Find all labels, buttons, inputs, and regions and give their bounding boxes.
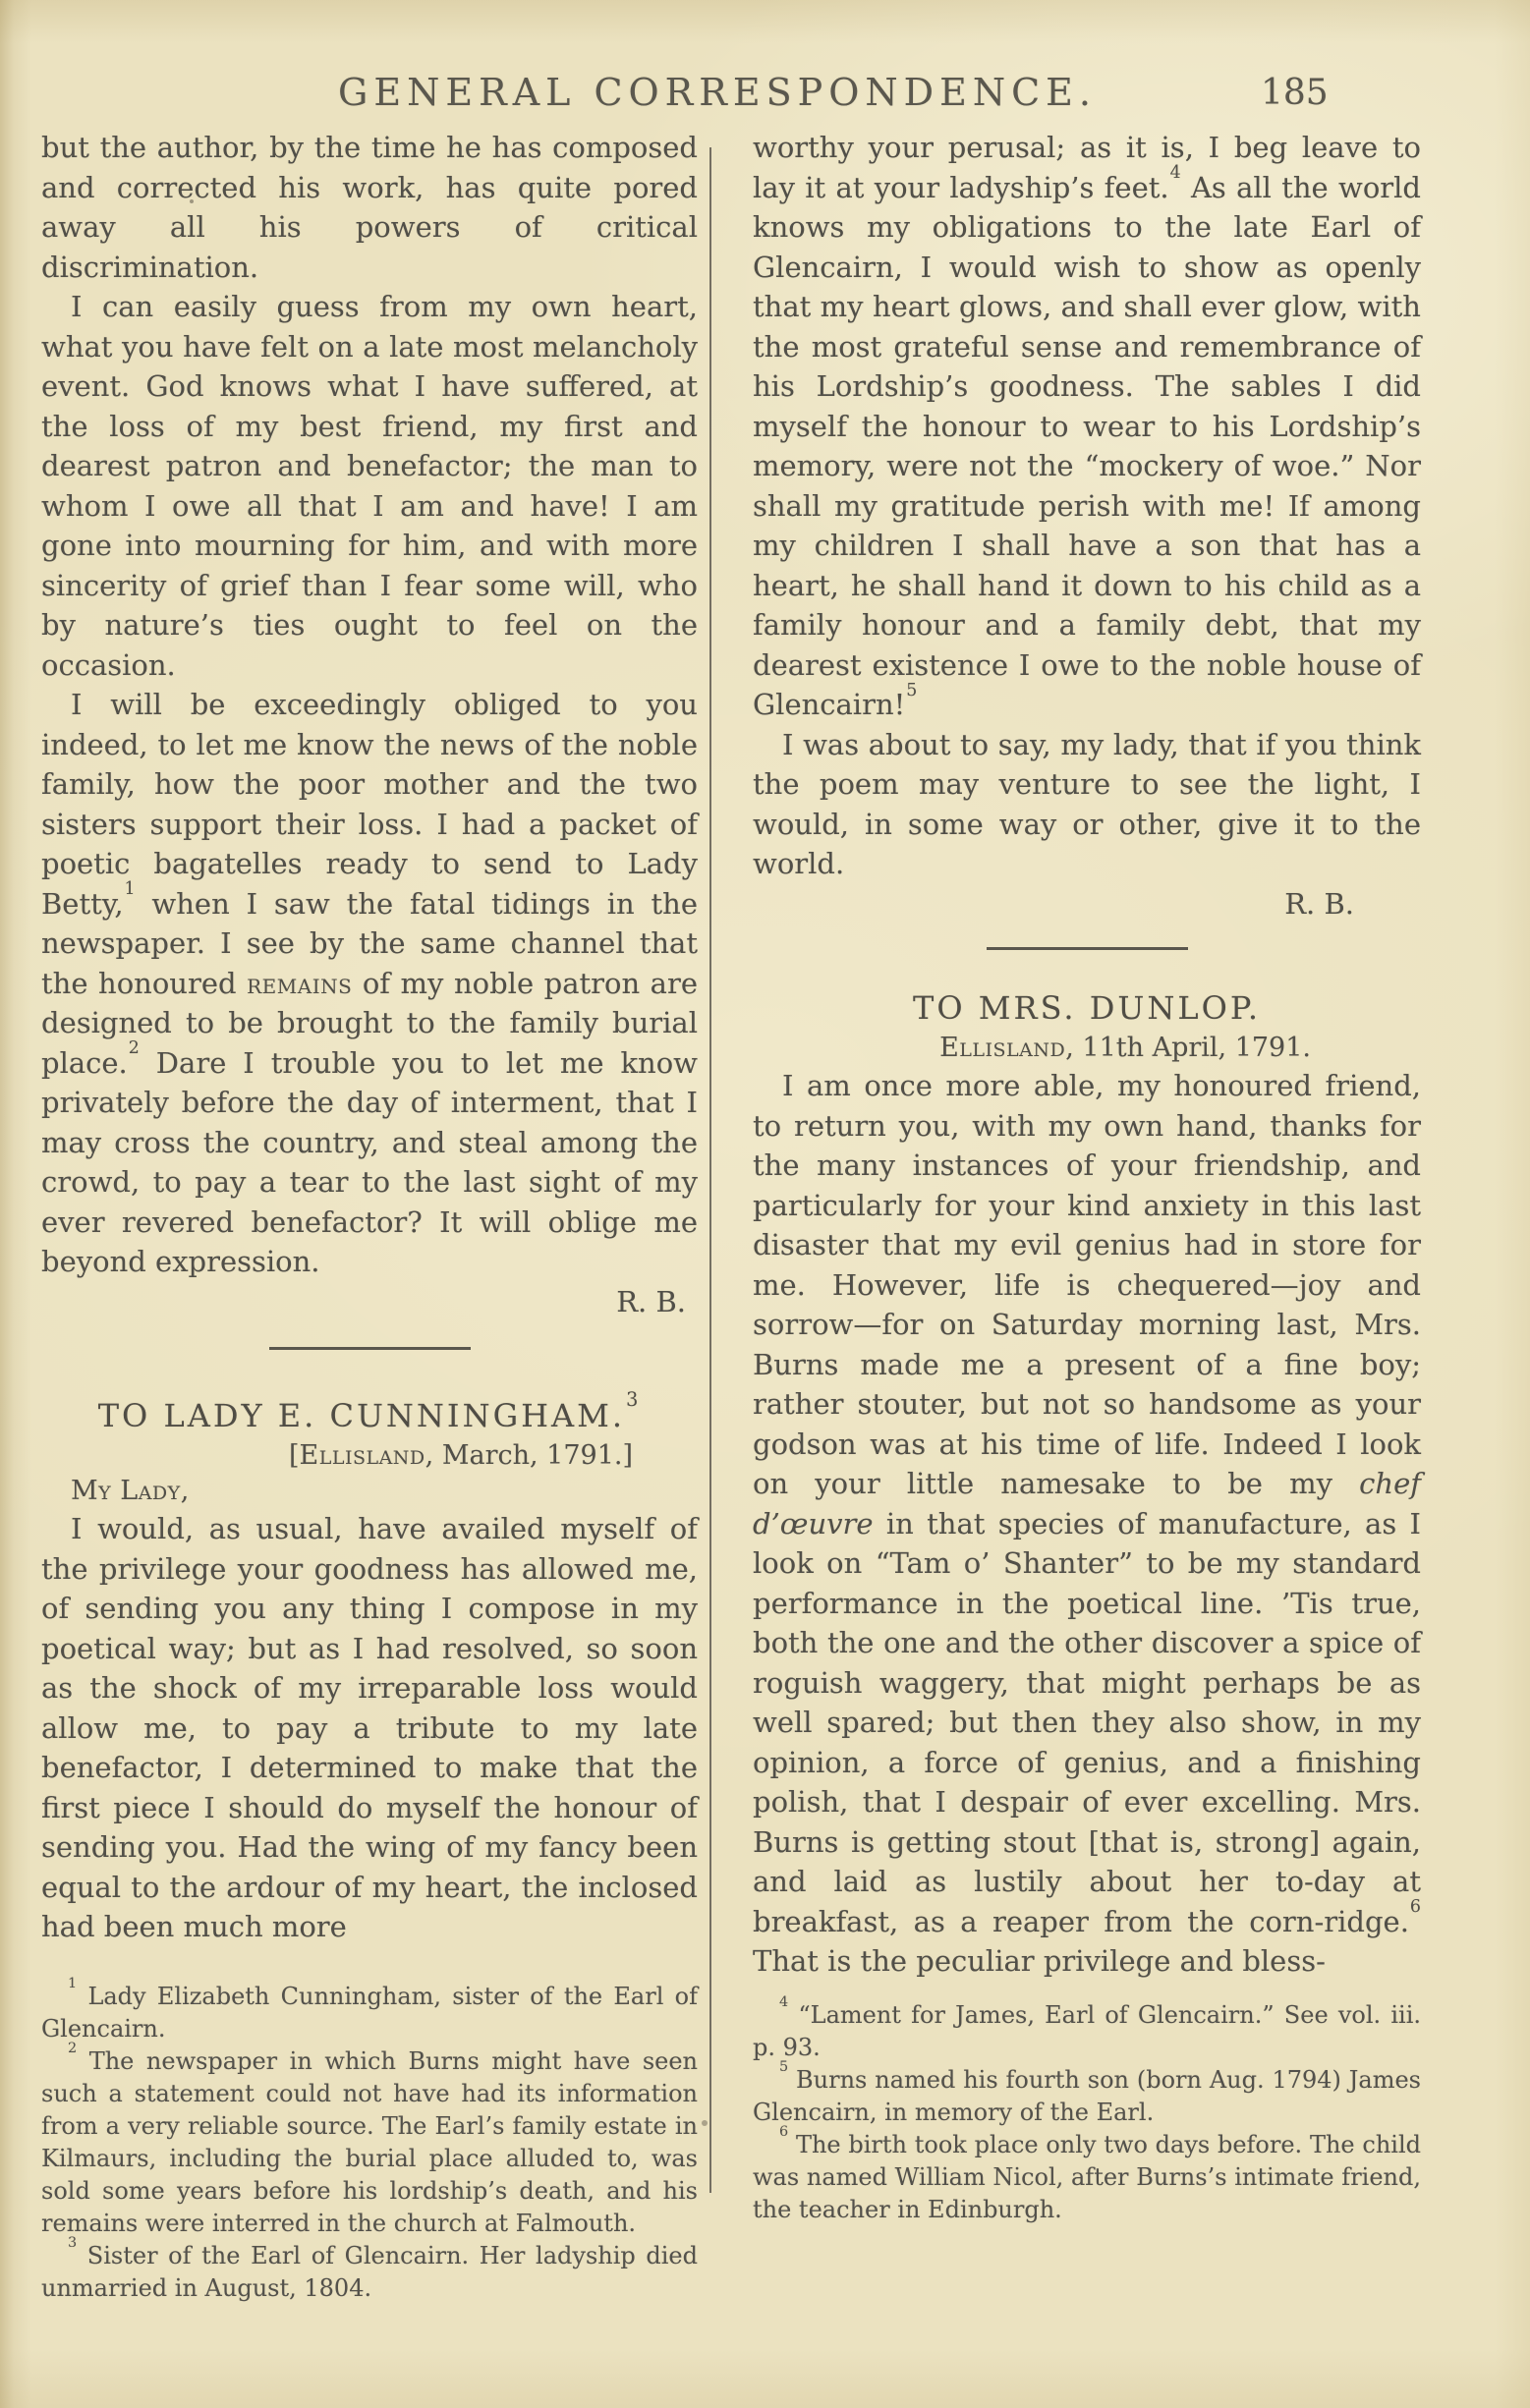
footnote-marker: 3 (626, 1387, 642, 1411)
footnote-marker: 4 (779, 1994, 789, 2011)
footnote-marker: 6 (1409, 1897, 1421, 1918)
column-divider (709, 147, 711, 2193)
signature: R. B. (616, 1284, 686, 1318)
text-segment: I will be exceedingly obliged to you indeed, to let me know the news of the noble family, how the poor mother and the two sisters support their loss. I had a packet of poetic bagatelles ready to send to Lady Betty, (41, 688, 698, 921)
text-segment: , 11th April, 1791. (1065, 1033, 1311, 1063)
paper-speck (702, 2120, 708, 2126)
footnote-marker: 3 (68, 2235, 78, 2252)
paragraph (41, 685, 698, 1282)
letter-heading-text: TO LADY E. CUNNINGHAM. (97, 1397, 626, 1434)
right-column (753, 128, 1421, 2226)
text-segment: of my noble patron are designed to be brought to the family burial place. (41, 966, 698, 1080)
text-segment: when I saw the fatal tidings in the newspaper. I see by the same channel that the honoured (41, 886, 698, 1000)
text-segment: As all the world knows my obligations to the late Earl of Glencairn, I would wish to show as openly that my heart glows, and shall ever glow, with the most grateful sense and remembrance of his Lordship’s goodness. The sables I did myself the honour to wear to his Lordship’s memory, were not the “mockery of woe.” Nor shall my gratitude perish with me! If among my children I shall have a son that has a heart, he shall hand it down to his child as a family honour and a family debt, that my dearest existence I owe to the noble house of Glencairn! (753, 170, 1422, 721)
footnote (753, 1994, 1421, 2064)
footnote-marker: 1 (68, 1976, 78, 1992)
dateline (41, 1438, 698, 1474)
footnote-marker: 2 (68, 2041, 78, 2057)
footnote-text: “Lament for James, Earl of Glencairn.” See vol. iii. p. 93. (753, 2000, 1421, 2061)
text-segment: [ (288, 1440, 300, 1471)
footnote-text: The newspaper in which Burns might have seen such a statement could not have had its information from a very reliable source. The Earl’s family estate in Kilmaurs, including the burial place alluded to, was sold some years before his lordship’s death, and his remains were interred in the church at Falmouth. (41, 2046, 698, 2237)
dateline-place: Ellisland (939, 1033, 1066, 1063)
section-divider-rule (269, 1347, 471, 1350)
text-segment: Dare I trouble you to let me know privately before the day of interment, that I may cross the country, and steal among the crowd, to pay a tear to the last sight of my ever revered benefactor? It will oblige me beyond expression. (41, 1045, 698, 1278)
dateline (753, 1031, 1421, 1066)
dateline-place: Ellisland (299, 1440, 425, 1471)
footnotes-section (753, 1994, 1422, 2226)
text-segment: in that species of manufacture, as I look on “Tam o’ Shanter” to be my standard performance in the poetical line. ’Tis true, both the one and the other discover a spice of roguish waggery, that might perhaps be as well spared; but then they also show, in my opinion, a force of genius, and a finishing polish, that I despair of ever excelling. Mrs. Burns is getting stout [that is, strong] again, and laid as lustily about her to-day at breakfast, as a reaper from the corn-ridge. (753, 1506, 1421, 1938)
footnotes-section (41, 1976, 698, 2305)
page-title: GENERAL CORRESPONDENCE. (338, 71, 1097, 114)
letter-heading: TO MRS. DUNLOP. (912, 989, 1262, 1027)
footnote-marker: 1 (124, 879, 136, 900)
left-column (41, 128, 698, 2305)
italic-phrase: chef d’œuvre (753, 1467, 1421, 1540)
signature: R. B. (1284, 886, 1354, 921)
footnote (753, 2124, 1422, 2226)
footnote (753, 2059, 1421, 2129)
paragraph (753, 1066, 1421, 1982)
letter-heading (41, 1387, 698, 1438)
footnote-text: Burns named his fourth son (born Aug. 1794) James Glencairn, in memory of the Earl. (753, 2065, 1421, 2126)
salutation: My Lady, (71, 1476, 190, 1506)
text-segment: I am once more able, my honoured friend, to return you, with my own hand, thanks for the many instances of your friendship, and particularly for your kind anxiety in this last disaster that my evil genius had in store for me. However, life is chequered—joy and sorrow—for on Saturday morning last, Mrs. Burns made me a present of a fine boy; rather stouter, but not so handsome as your godson was at his time of life. Indeed I look on your little namesake to be my (753, 1069, 1421, 1500)
paragraph: I was about to say, my lady, that if you think the poem may venture to see the light, I would, in some way or other, give it to the world. (753, 727, 1421, 880)
paragraph: I would, as usual, have availed myself of the privilege your goodness has allowed me, of sending you any thing I compose in my poetical way; but as I had resolved, so soon as the shock of my irreparable loss would allow me, to pay a tribute to my late benefactor, I determined to make that the first piece I should do myself the honour of sending you. Had the wing of my fancy been equal to the ardour of my heart, the inclosed had been much more (41, 1512, 698, 1943)
page-number: 185 (1261, 73, 1329, 113)
paragraph-continuation (753, 128, 1421, 725)
footnote-marker: 6 (779, 2124, 789, 2141)
paragraph: I can easily guess from my own heart, what you have felt on a late most melancholy event. God knows what I have suffered, at the loss of my best friend, my first and dearest patron and benefactor; the man to whom I owe all that I am and have! I am gone into mourning for him, and with more sincerity of grief than I fear some will, who by nature’s ties ought to feel on the occasion. (41, 290, 698, 682)
footnote-text: The birth took place only two days before. The child was named William Nicol, after Burns’s intimate friend, the teacher in Edinburgh. (753, 2130, 1422, 2223)
paragraph-continuation: but the author, by the time he has composed and corrected his work, has quite pored away all his powers of critical discrimination. (41, 131, 698, 284)
footnote-marker: 5 (906, 680, 918, 700)
footnote-marker: 5 (779, 2059, 789, 2076)
footnote (41, 1976, 698, 2045)
footnote-marker: 4 (1169, 163, 1181, 184)
text-segment: That is the peculiar privilege and bless- (753, 1944, 1326, 1978)
footnote-text: Lady Elizabeth Cunningham, sister of the Earl of Glencairn. (41, 1982, 698, 2043)
footnote (41, 2041, 698, 2240)
text-segment: worthy your perusal; as it is, I beg leave to lay it at your ladyship’s feet. (753, 131, 1421, 204)
text-segment: , March, 1791.] (425, 1440, 633, 1471)
section-divider-rule (987, 947, 1188, 950)
footnote (41, 2235, 698, 2305)
smallcaps-remains: remains (247, 966, 353, 1000)
footnote-marker: 2 (128, 1038, 140, 1059)
footnote-text: Sister of the Earl of Glencairn. Her ladyship died unmarried in August, 1804. (41, 2241, 698, 2302)
